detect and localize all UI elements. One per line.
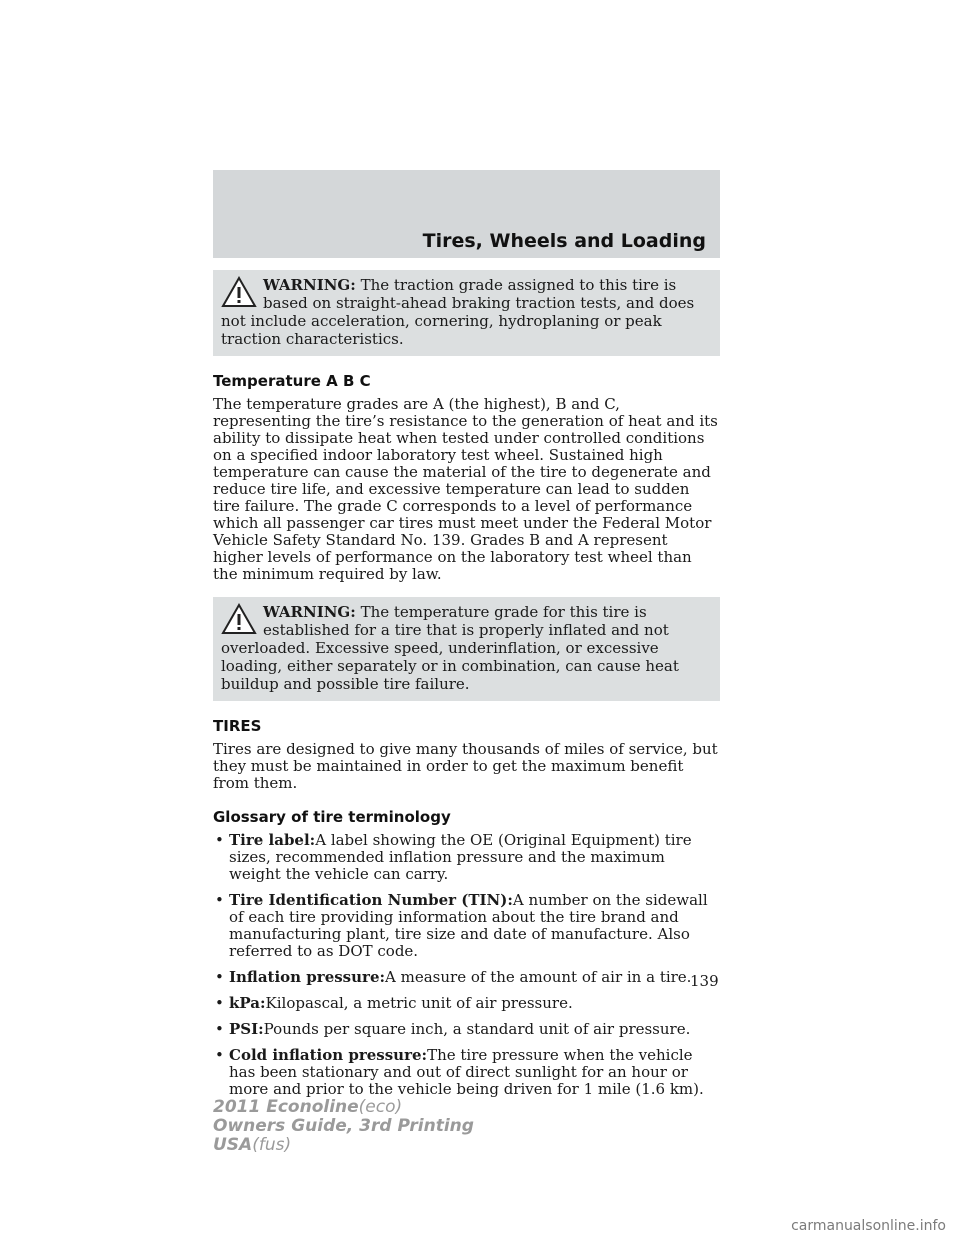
warning-icon	[221, 276, 263, 312]
bullet-icon: •	[215, 968, 224, 986]
watermark: carmanualsonline.info	[791, 1218, 946, 1234]
warning-text: The traction grade assigned to this tire is based on straight-ahead braking traction tests, and does not include acceleration, cornering, hydroplaning or peak traction characteristics.	[221, 276, 695, 348]
glossary-heading: Glossary of tire terminology	[213, 808, 451, 826]
bullet-icon: •	[215, 994, 224, 1012]
footer-model: 2011 Econoline	[213, 1097, 359, 1117]
glossary-term: Cold inflation pressure:	[229, 1046, 428, 1064]
footer-guide: Owners Guide, 3rd Printing	[213, 1116, 474, 1136]
list-item	[213, 1021, 720, 1038]
glossary-term: kPa:	[229, 994, 266, 1012]
glossary-definition: A number on the sidewall of each tire providing information about the tire brand and manufacturing plant, tire size and date of manufacture. Also referred to as DOT code.	[229, 891, 708, 960]
page-content	[213, 270, 720, 1107]
footer	[213, 1098, 474, 1155]
bullet-icon: •	[215, 1020, 224, 1038]
list-item	[213, 995, 720, 1012]
warning-box-traction	[213, 270, 720, 356]
page-number: 139	[690, 972, 719, 990]
warning-box-temperature	[213, 597, 720, 701]
temperature-body: The temperature grades are A (the highest), B and C, representing the tire’s resistance to the generation of heat and its ability to dissipate heat when tested under controlled conditions on a specified indoor laboratory test wheel. Sustained high temperature can cause the material of the tire to degenerate and reduce tire life, and excessive temperature can lead to sudden tire failure. The grade C corresponds to a level of performance which all passenger car tires must meet under the Federal Motor Vehicle Safety Standard No. 139. Grades B and A represent higher levels of performance on the laboratory test wheel than the minimum required by law.	[213, 395, 718, 583]
footer-model-code: (eco)	[358, 1097, 403, 1117]
list-item	[213, 969, 720, 986]
glossary-definition: A measure of the amount of air in a tire.	[385, 968, 692, 986]
warning-icon	[221, 603, 263, 639]
glossary-definition: Pounds per square inch, a standard unit of air pressure.	[263, 1020, 691, 1038]
header-band	[213, 170, 720, 258]
glossary-definition: A label showing the OE (Original Equipment) tire sizes, recommended inflation pressure and the maximum weight the vehicle can carry.	[229, 831, 692, 883]
list-item	[213, 1047, 720, 1098]
glossary-definition: The tire pressure when the vehicle has been stationary and out of direct sunlight for an hour or more and prior to the vehicle being driven for 1 mile (1.6 km).	[229, 1046, 704, 1098]
bullet-icon: •	[215, 1046, 224, 1064]
warning-label: WARNING:	[263, 276, 356, 294]
glossary-term: Tire Identification Number (TIN):	[229, 891, 513, 909]
glossary-term: Tire label:	[229, 831, 316, 849]
tires-heading: TIRES	[213, 717, 262, 735]
list-item	[213, 892, 720, 960]
bullet-icon: •	[215, 891, 224, 909]
glossary-list	[213, 832, 720, 1098]
list-item	[213, 832, 720, 883]
section-title: Tires, Wheels and Loading	[422, 230, 706, 252]
glossary-term: Inflation pressure:	[229, 968, 386, 986]
temperature-heading: Temperature A B C	[213, 372, 371, 390]
warning-label: WARNING:	[263, 603, 356, 621]
footer-market-code: (fus)	[252, 1135, 292, 1155]
footer-market: USA	[213, 1135, 253, 1155]
bullet-icon: •	[215, 831, 224, 849]
tires-body: Tires are designed to give many thousands of miles of service, but they must be maintained in order to get the maximum benefit from them.	[213, 740, 718, 792]
glossary-term: PSI:	[229, 1020, 264, 1038]
glossary-definition: Kilopascal, a metric unit of air pressure.	[265, 994, 573, 1012]
warning-text: The temperature grade for this tire is established for a tire that is properly inflated and not overloaded. Excessive speed, underinflation, or excessive loading, either separately or in combination, can cause heat buildup and possible tire failure.	[221, 603, 679, 693]
